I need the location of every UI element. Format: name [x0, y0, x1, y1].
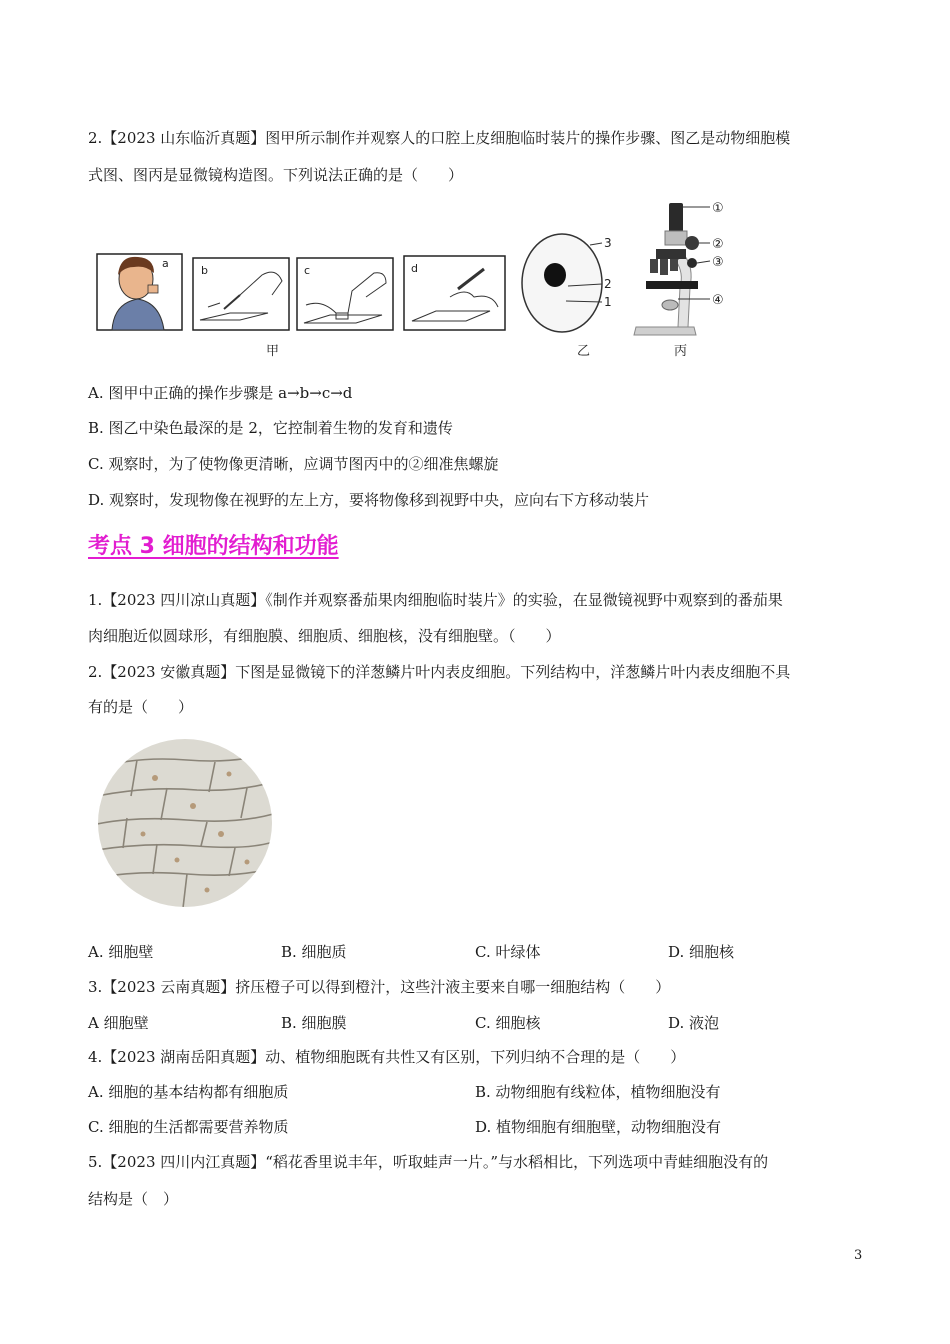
- animal-cell-diagram: [522, 234, 612, 332]
- question-4-option-a: A. 细胞的基本结构都有细胞质: [88, 1083, 289, 1101]
- panel-label-d: d: [411, 262, 418, 275]
- cell-label-1: 1: [604, 295, 612, 309]
- question-2b-option-c: C. 叶绿体: [475, 943, 541, 961]
- panel-c-tweezers: [297, 258, 393, 330]
- microscope-label-2: ②: [712, 237, 724, 252]
- caption-yi: 乙: [577, 344, 591, 359]
- question-3-option-d: D. 液泡: [668, 1014, 720, 1032]
- microscope-label-3: ③: [712, 255, 724, 270]
- question-3-option-c: C. 细胞核: [475, 1014, 541, 1032]
- panel-label-a: a: [162, 257, 169, 270]
- microscope-diagram: [634, 201, 724, 335]
- caption-bing: 丙: [674, 344, 688, 359]
- panel-d-staining: [404, 256, 505, 330]
- question-3-option-b: B. 细胞膜: [281, 1014, 347, 1032]
- question-2b-text-line-2: 有的是（ ）: [88, 698, 194, 716]
- question-2b-option-b: B. 细胞质: [281, 943, 347, 961]
- question-4-option-d: D. 植物细胞有细胞壁，动物细胞没有: [475, 1118, 722, 1136]
- question-4-option-c: C. 细胞的生活都需要营养物质: [88, 1118, 289, 1136]
- question-1-text-line-2: 肉细胞近似圆球形，有细胞膜、细胞质、细胞核，没有细胞壁。（ ）: [88, 627, 561, 645]
- question-2-option-d: D. 观察时，发现物像在视野的左上方，要将物像移到视野中央，应向右下方移动装片: [88, 491, 650, 509]
- question-5-text-line-1: 5.【2023 四川内江真题】“稻花香里说丰年，听取蛙声一片。”与水稻相比，下列选项中青蛙细胞没有的: [88, 1153, 769, 1171]
- question-2-text-line-2: 式图、图丙是显微镜构造图。下列说法正确的是（ ）: [88, 166, 464, 184]
- panel-label-c: c: [304, 264, 311, 277]
- onion-epidermis-micrograph: [97, 738, 273, 908]
- question-5-text-line-2: 结构是（ ）: [88, 1190, 179, 1208]
- cell-label-3: 3: [604, 236, 612, 250]
- section-heading: 考点 3 细胞的结构和功能: [88, 534, 339, 559]
- cell-label-2: 2: [604, 277, 612, 291]
- figure-jia-yi-bing: [90, 195, 750, 365]
- question-4-option-b: B. 动物细胞有线粒体，植物细胞没有: [475, 1083, 721, 1101]
- caption-jia: 甲: [266, 344, 280, 359]
- question-1-text-line-1: 1.【2023 四川凉山真题】《制作并观察番茄果肉细胞临时装片》的实验，在显微镜视野中观察到的番茄果: [88, 591, 783, 609]
- question-2-option-c: C. 观察时，为了使物像更清晰，应调节图丙中的②细准焦螺旋: [88, 455, 499, 473]
- question-3-text: 3.【2023 云南真题】挤压橙子可以得到橙汁，这些汁液主要来自哪一细胞结构（ ）: [88, 978, 671, 996]
- panel-b-dropper: [193, 258, 289, 330]
- microscope-label-1: ①: [712, 201, 724, 216]
- microscope-label-4: ④: [712, 293, 724, 308]
- question-2b-option-a: A. 细胞壁: [88, 943, 154, 961]
- question-4-text: 4.【2023 湖南岳阳真题】动、植物细胞既有共性又有区别，下列归纳不合理的是（ ）: [88, 1048, 686, 1066]
- panel-a-person: [97, 254, 182, 330]
- question-2-option-b: B. 图乙中染色最深的是 2，它控制着生物的发育和遗传: [88, 419, 453, 437]
- question-2b-text-line-1: 2.【2023 安徽真题】下图是显微镜下的洋葱鳞片叶内表皮细胞。下列结构中，洋葱鳞片叶内表皮细胞不具: [88, 663, 791, 681]
- question-2b-option-d: D. 细胞核: [668, 943, 735, 961]
- panel-label-b: b: [201, 264, 208, 277]
- question-2-text-line-1: 2.【2023 山东临沂真题】图甲所示制作并观察人的口腔上皮细胞临时装片的操作步骤、图乙是动物细胞模: [88, 129, 791, 147]
- question-2-option-a: A. 图甲中正确的操作步骤是 a→b→c→d: [88, 384, 353, 402]
- page-number: 3: [854, 1248, 863, 1263]
- question-3-option-a: A 细胞壁: [88, 1014, 149, 1032]
